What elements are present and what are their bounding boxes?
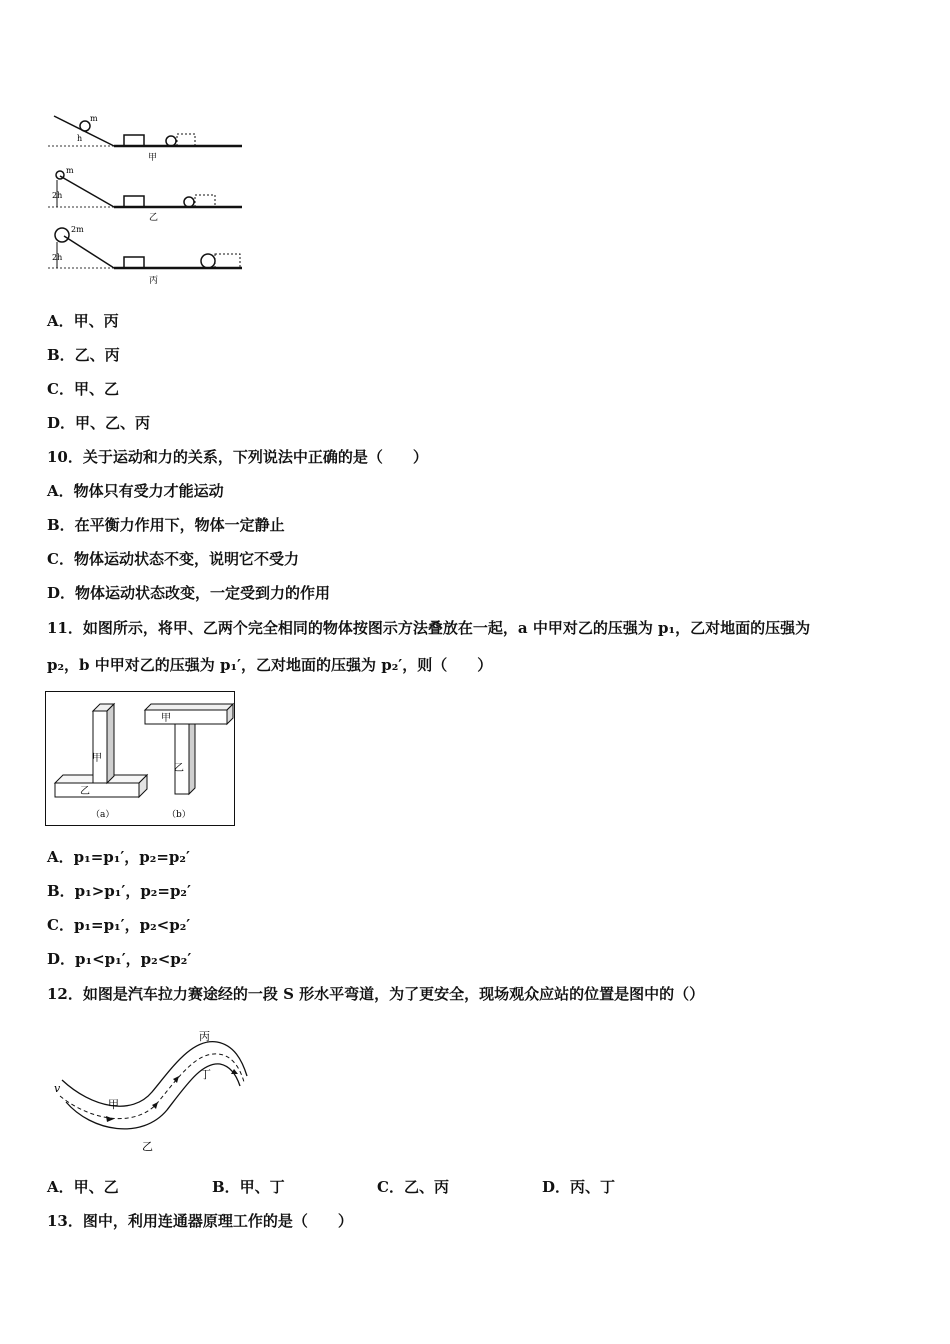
q11-option-d: D．p₁<p₁′，p₂<p₂′	[47, 950, 192, 968]
q10-option-d: D．物体运动状态改变，一定受到力的作用	[47, 584, 331, 602]
mass-label: m	[90, 114, 98, 123]
height-label: 2h	[52, 253, 63, 262]
q11-option-b: B．p₁>p₁′，p₂=p₂′	[47, 882, 191, 900]
sub-figure-label-a: （a）	[91, 810, 115, 820]
panel-label-jia: 甲	[148, 153, 158, 163]
q12-stem: 12．如图是汽车拉力赛途经的一段 S 形水平弯道，为了更安全，现场观众应站的位置是图中的（）	[47, 985, 705, 1003]
q11-stem-line2: p₂，b 中甲对乙的压强为 p₁′，乙对地面的压强为 p₂′，则（ ）	[47, 656, 493, 674]
q12-figure	[52, 1028, 252, 1155]
position-label-yi: 乙	[142, 1140, 153, 1153]
position-label-ding: 丁	[200, 1068, 211, 1081]
q11-option-a: A．p₁=p₁′，p₂=p₂′	[47, 848, 190, 866]
q10-option-b: B．在平衡力作用下，物体一定静止	[47, 516, 285, 534]
position-label-jia: 甲	[108, 1098, 119, 1111]
q11-option-c: C．p₁=p₁′，p₂<p₂′	[47, 916, 191, 934]
q9-option-d: D．甲、乙、丙	[47, 414, 151, 432]
q9-option-b: B．乙、丙	[47, 346, 120, 364]
sub-figure-label-b: （b）	[167, 810, 191, 820]
height-label: 2h	[52, 191, 63, 200]
q10-option-a: A．物体只有受力才能运动	[47, 482, 224, 500]
q10-stem: 10．关于运动和力的关系，下列说法中正确的是（ ）	[47, 448, 428, 466]
q9-option-c: C．甲、乙	[47, 380, 119, 398]
mass-label: 2m	[71, 225, 84, 234]
q9-option-a: A．甲、丙	[47, 312, 119, 330]
q12-option-c: C．乙、丙	[377, 1178, 449, 1196]
block-label-yi: 乙	[80, 786, 90, 797]
q12-option-d: D．丙、丁	[542, 1178, 616, 1196]
q11-figure	[45, 691, 236, 827]
q9-panel-bing	[48, 225, 242, 286]
position-label-bing: 丙	[199, 1030, 210, 1043]
q10-option-c: C．物体运动状态不变，说明它不受力	[47, 550, 299, 568]
q11-stem-line1: 11．如图所示，将甲、乙两个完全相同的物体按图示方法叠放在一起，a 中甲对乙的压强为 p₁，乙对地面的压强为	[47, 619, 811, 637]
mass-label: m	[66, 166, 74, 175]
q9-figure	[44, 110, 249, 290]
block-label-jia: 甲	[92, 753, 102, 764]
panel-label-bing: 丙	[149, 276, 159, 286]
block-label-jia: 甲	[161, 713, 171, 724]
q12-option-b: B．甲、丁	[212, 1178, 285, 1196]
block-label-yi: 乙	[174, 763, 184, 774]
height-label: h	[77, 134, 83, 143]
velocity-label: v	[54, 1082, 61, 1095]
q9-panel-jia	[48, 114, 242, 163]
q13-stem: 13．图中，利用连通器原理工作的是（ ）	[47, 1212, 353, 1230]
q12-option-a: A．甲、乙	[47, 1178, 119, 1196]
q9-panel-yi	[48, 166, 242, 223]
panel-label-yi: 乙	[149, 213, 159, 223]
